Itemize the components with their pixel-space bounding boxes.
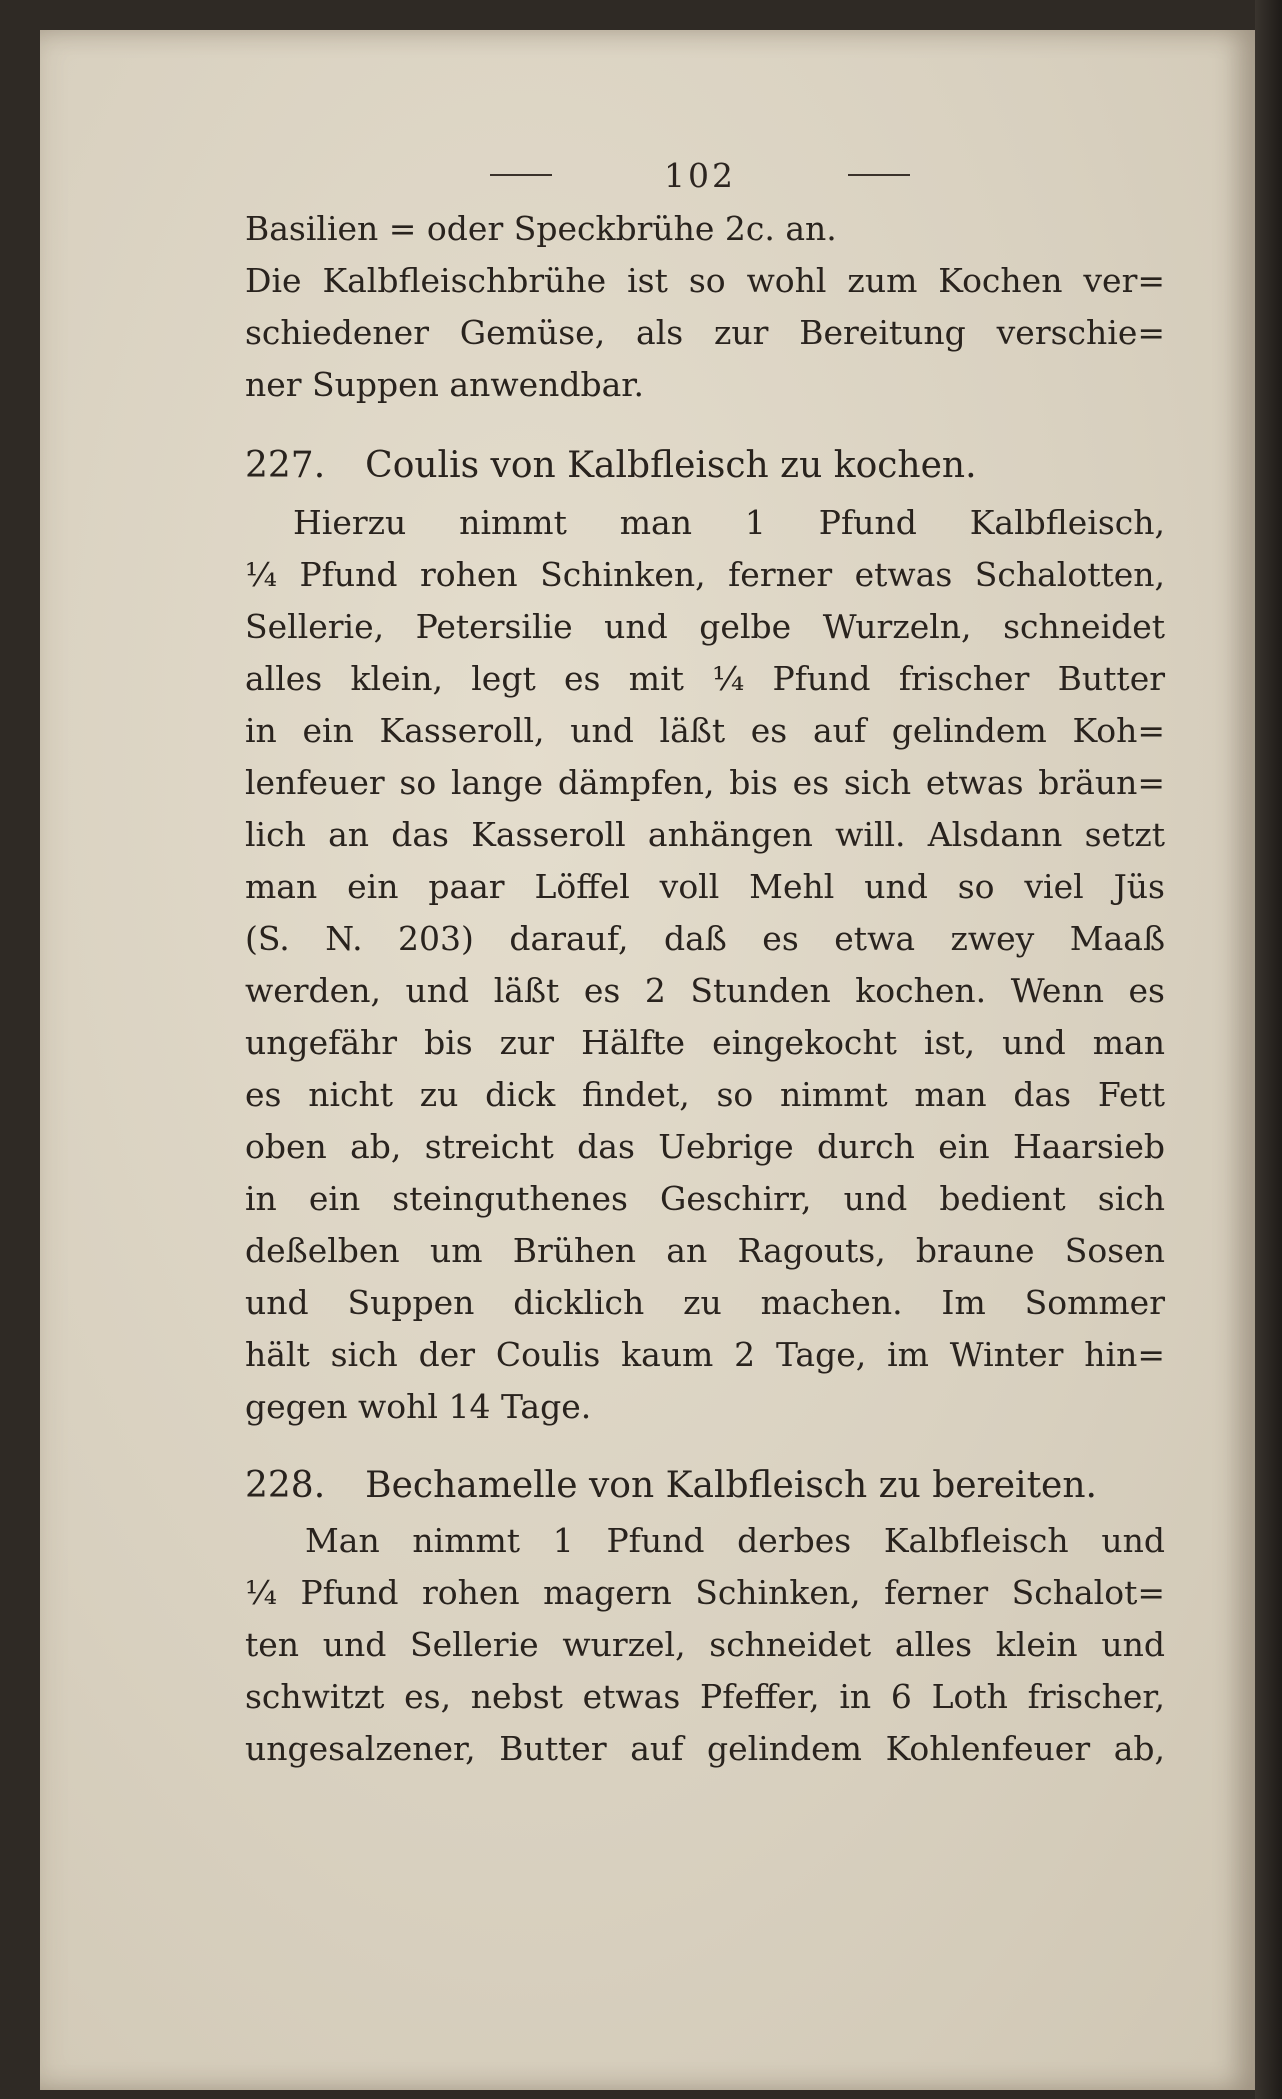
text-line: schwitzt es, nebst etwas Pfeffer, in 6 Loth frischer, xyxy=(245,1677,1165,1716)
text-line: und Suppen dicklich zu machen. Im Sommer xyxy=(245,1283,1165,1322)
text-line: (S. N. 203) darauf, daß es etwa zwey Maaß xyxy=(245,919,1165,958)
text-line: ungefähr bis zur Hälfte eingekocht ist, und man xyxy=(245,1023,1165,1062)
text-line: lich an das Kasseroll anhängen will. Alsdann setzt xyxy=(245,815,1165,854)
text-line: ten und Sellerie wurzel, schneidet alles klein und xyxy=(245,1625,1165,1664)
section-number: 227. xyxy=(245,445,326,486)
text-line: lenfeuer so lange dämpfen, bis es sich etwas bräun= xyxy=(245,763,1165,802)
text-line: ¼ Pfund rohen Schinken, ferner etwas Schalotten, xyxy=(245,555,1165,594)
section-heading-228 xyxy=(245,1465,1165,1507)
text-line: gegen wohl 14 Tage. xyxy=(245,1387,592,1426)
text-line: alles klein, legt es mit ¼ Pfund frischer Butter xyxy=(245,659,1165,698)
page-header xyxy=(490,155,910,195)
text-line: Basilien = oder Speckbrühe 2c. an. xyxy=(245,209,837,248)
text-line: werden, und läßt es 2 Stunden kochen. Wenn es xyxy=(245,971,1165,1010)
header-rule-left xyxy=(490,174,552,176)
section-heading-227 xyxy=(245,445,1165,487)
text-line: oben ab, streicht das Uebrige durch ein Haarsieb xyxy=(245,1127,1165,1166)
text-line: es nicht zu dick findet, so nimmt man das Fett xyxy=(245,1075,1165,1114)
header-rule-right xyxy=(848,174,910,176)
text-line: Sellerie, Petersilie und gelbe Wurzeln, schneidet xyxy=(245,607,1165,646)
page-edge-shadow xyxy=(1255,0,1282,2099)
text-line: schiedener Gemüse, als zur Bereitung verschie= xyxy=(245,313,1165,352)
text-line: hält sich der Coulis kaum 2 Tage, im Winter hin= xyxy=(245,1335,1165,1374)
section-number: 228. xyxy=(245,1465,326,1506)
section-title: Coulis von Kalbfleisch zu kochen. xyxy=(365,445,977,486)
page-number: 102 xyxy=(664,155,736,195)
section-title: Bechamelle von Kalbfleisch zu bereiten. xyxy=(365,1465,1097,1506)
text-line: Hierzu nimmt man 1 Pfund Kalbfleisch, xyxy=(293,503,1165,542)
text-line: ¼ Pfund rohen magern Schinken, ferner Schalot= xyxy=(245,1573,1165,1612)
text-line: ungesalzener, Butter auf gelindem Kohlenfeuer ab, xyxy=(245,1729,1165,1768)
text-line: man ein paar Löffel voll Mehl und so viel Jüs xyxy=(245,867,1165,906)
text-line: Man nimmt 1 Pfund derbes Kalbfleisch und xyxy=(305,1521,1165,1560)
text-line: in ein steinguthenes Geschirr, und bedient sich xyxy=(245,1179,1165,1218)
text-line: ner Suppen anwendbar. xyxy=(245,365,644,404)
text-line: in ein Kasseroll, und läßt es auf gelindem Koh= xyxy=(245,711,1165,750)
text-line: Die Kalbfleischbrühe ist so wohl zum Kochen ver= xyxy=(245,261,1165,300)
text-line: deßelben um Brühen an Ragouts, braune Sosen xyxy=(245,1231,1165,1270)
